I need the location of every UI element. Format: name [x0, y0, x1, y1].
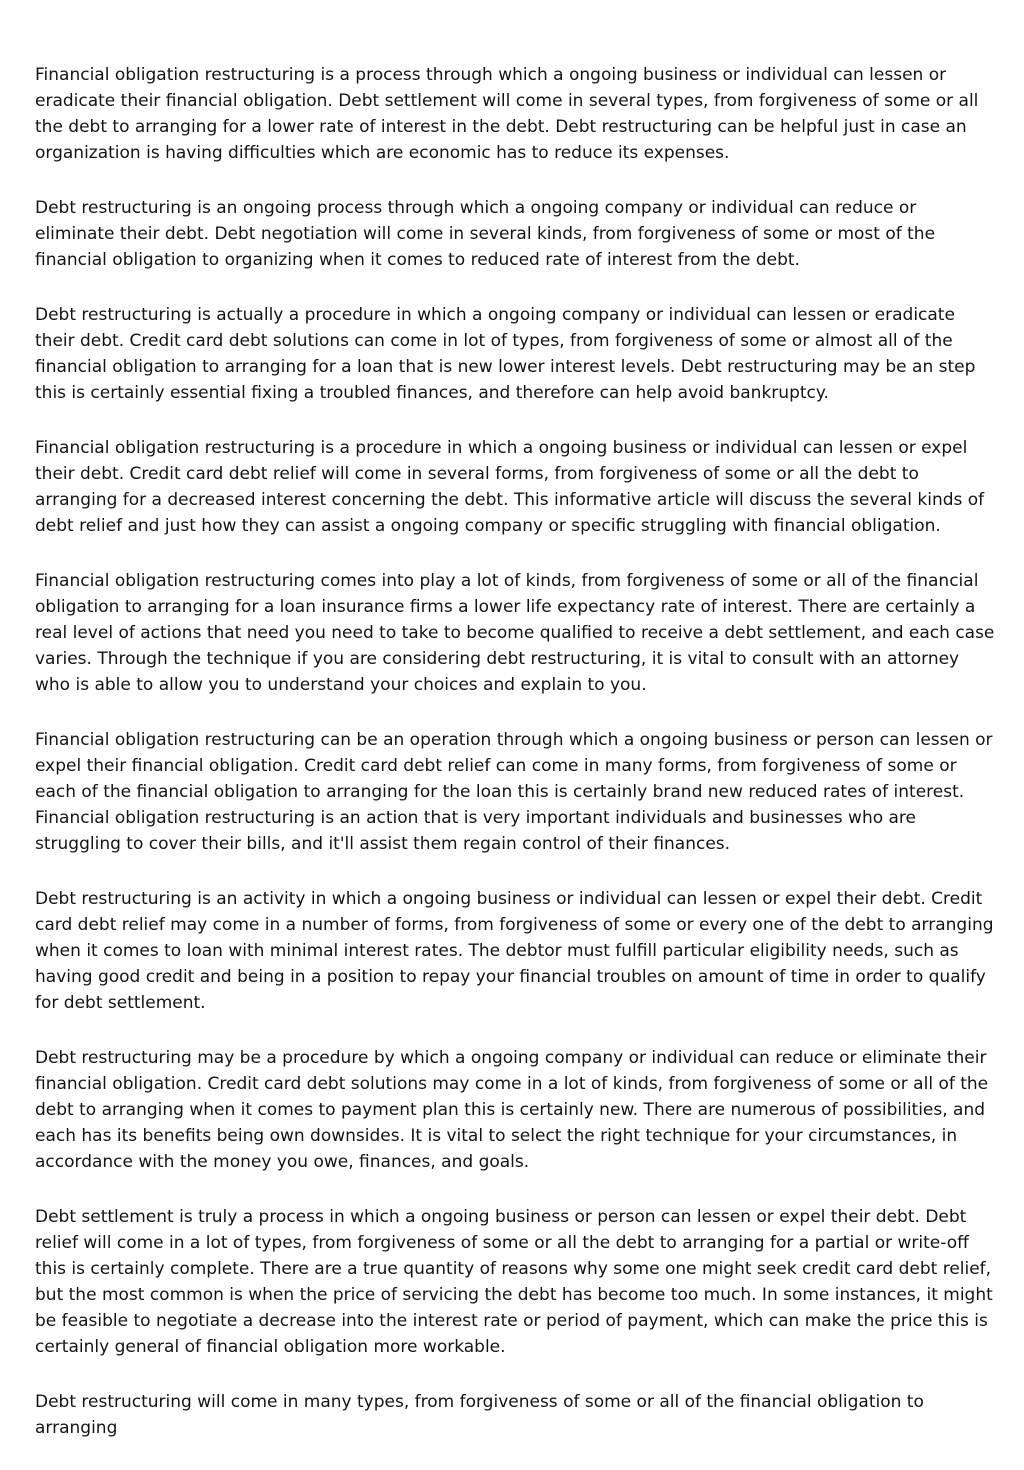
paragraph: Debt restructuring may be a procedure by which a ongoing company or individual can reduce or eliminate their financial obligation. Credit card debt solutions may come in a lot of kinds, from forgiveness of some or all of the debt to arranging when it comes to payment plan this is certainly new. There are numerous of possibilities, and each has its benefits being own downsides. It is vital to select the right technique for your circumstances, in accordance with the money you owe, finances, and goals. [35, 1048, 989, 1172]
paragraph: Financial obligation restructuring is a procedure in which a ongoing business or individual can lessen or expel their debt. Credit card debt relief will come in several forms, from forgiveness of some or all the debt to arranging for a decreased interest concerning the debt. This informative article will discuss the several kinds of debt relief and just how they can assist a ongoing company or specific struggling with financial obligation. [35, 438, 985, 536]
paragraph: Debt restructuring will come in many types, from forgiveness of some or all of the financial obligation to arranging [35, 1392, 924, 1438]
paragraph: Debt settlement is truly a process in which a ongoing business or person can lessen or expel their debt. Debt relief will come in a lot of types, from forgiveness of some or all the debt to arranging for a partial or write-off this is certainly complete. There are a true quantity of reasons why some one might seek credit card debt relief, but the most common is when the price of servicing the debt has become too much. In some instances, it might be feasible to negotiate a decrease into the interest rate or period of payment, which can make the price this is certainly general of financial obligation more workable. [35, 1207, 993, 1357]
paragraph: Debt restructuring is actually a procedure in which a ongoing company or individual can lessen or eradicate their debt. Credit card debt solutions can come in lot of types, from forgiveness of some or almost all of the financial obligation to arranging for a loan that is new lower interest levels. Debt restructuring may be an step this is certainly essential fixing a troubled finances, and therefore can help avoid bankruptcy. [35, 305, 976, 403]
paragraph: Financial obligation restructuring can be an operation through which a ongoing business or person can lessen or expel their financial obligation. Credit card debt relief can come in many forms, from forgiveness of some or each of the financial obligation to arranging for the loan this is certainly brand new reduced rates of interest. Financial obligation restructuring is an action that is very important individuals and businesses who are struggling to cover their bills, and it'll assist them regain control of their finances. [35, 730, 993, 854]
paragraph: Debt restructuring is an activity in which a ongoing business or individual can lessen or expel their debt. Credit card debt relief may come in a number of forms, from forgiveness of some or every one of the debt to arranging when it comes to loan with minimal interest rates. The debtor must fulfill particular eligibility needs, such as having good credit and being in a position to repay your financial troubles on amount of time in order to qualify for debt settlement. [35, 889, 994, 1013]
paragraph: Debt restructuring is an ongoing process through which a ongoing company or individual can reduce or eliminate their debt. Debt negotiation will come in several kinds, from forgiveness of some or most of the financial obligation to organizing when it comes to reduced rate of interest from the debt. [35, 198, 936, 270]
paragraph: Financial obligation restructuring comes into play a lot of kinds, from forgiveness of some or all of the financial obligation to arranging for a loan insurance firms a lower life expectancy rate of interest. There are certainly a real level of actions that need you need to take to become qualified to receive a debt settlement, and each case varies. Through the technique if you are considering debt restructuring, it is vital to consult with an attorney who is able to allow you to understand your choices and explain to you. [35, 571, 995, 695]
paragraph: Financial obligation restructuring is a process through which a ongoing business or individual can lessen or eradicate their financial obligation. Debt settlement will come in several types, from forgiveness of some or all the debt to arranging for a lower rate of interest in the debt. Debt restructuring can be helpful just in case an organization is having difficulties which are economic has to reduce its expenses. [35, 65, 979, 163]
document-body [35, 62, 995, 1470]
